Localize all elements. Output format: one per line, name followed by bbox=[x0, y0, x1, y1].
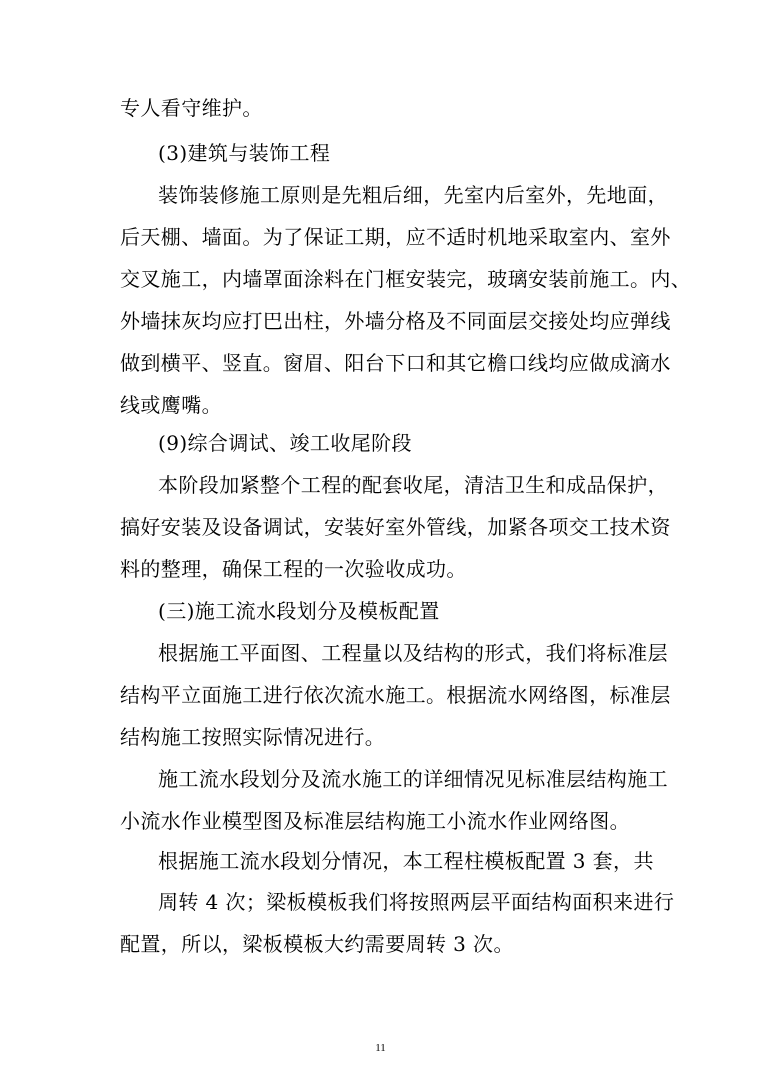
text-line: 后天棚、墙面。为了保证工期，应不适时机地采取室内、室外 bbox=[120, 225, 671, 249]
text-line: 料的整理，确保工程的一次验收成功。 bbox=[120, 557, 467, 581]
text-line: 装饰装修施工原则是先粗后细，先室内后室外，先地面， bbox=[158, 183, 668, 207]
text-line: 小流水作业模型图及标准层结构施工小流水作业网络图。 bbox=[120, 809, 630, 833]
text-line: 交叉施工，内墙罩面涂料在门框安装完，玻璃安装前施工。内、 bbox=[120, 267, 692, 291]
section-heading: (三)施工流水段划分及模板配置 bbox=[158, 599, 440, 623]
page-number: 11 bbox=[375, 1042, 386, 1054]
text-line: 做到横平、竖直。窗眉、阳台下口和其它檐口线均应做成滴水 bbox=[120, 351, 671, 375]
section-heading: (9)综合调试、竣工收尾阶段 bbox=[158, 431, 412, 455]
text-line: 线或鹰嘴。 bbox=[120, 393, 222, 417]
text-line: 本阶段加紧整个工程的配套收尾，清洁卫生和成品保护， bbox=[158, 473, 668, 497]
text-line: 周转 4 次；梁板模板我们将按照两层平面结构面积来进行 bbox=[158, 890, 675, 914]
section-heading: (3)建筑与装饰工程 bbox=[158, 141, 331, 165]
text-line: 根据施工平面图、工程量以及结构的形式，我们将标准层 bbox=[158, 641, 668, 665]
text-line: 外墙抹灰均应打巴出柱，外墙分格及不同面层交接处均应弹线 bbox=[120, 309, 671, 333]
text-line: 搞好安装及设备调试，安装好室外管线，加紧各项交工技术资 bbox=[120, 515, 671, 539]
text-line: 根据施工流水段划分情况，本工程柱模板配置 3 套，共 bbox=[158, 849, 654, 873]
text-line: 施工流水段划分及流水施工的详细情况见标准层结构施工 bbox=[158, 767, 668, 791]
text-line: 配置，所以，梁板模板大约需要周转 3 次。 bbox=[120, 932, 514, 956]
text-line: 结构施工按照实际情况进行。 bbox=[120, 725, 386, 749]
text-line: 专人看守维护。 bbox=[120, 96, 263, 120]
text-line: 结构平立面施工进行依次流水施工。根据流水网络图，标准层 bbox=[120, 683, 671, 707]
